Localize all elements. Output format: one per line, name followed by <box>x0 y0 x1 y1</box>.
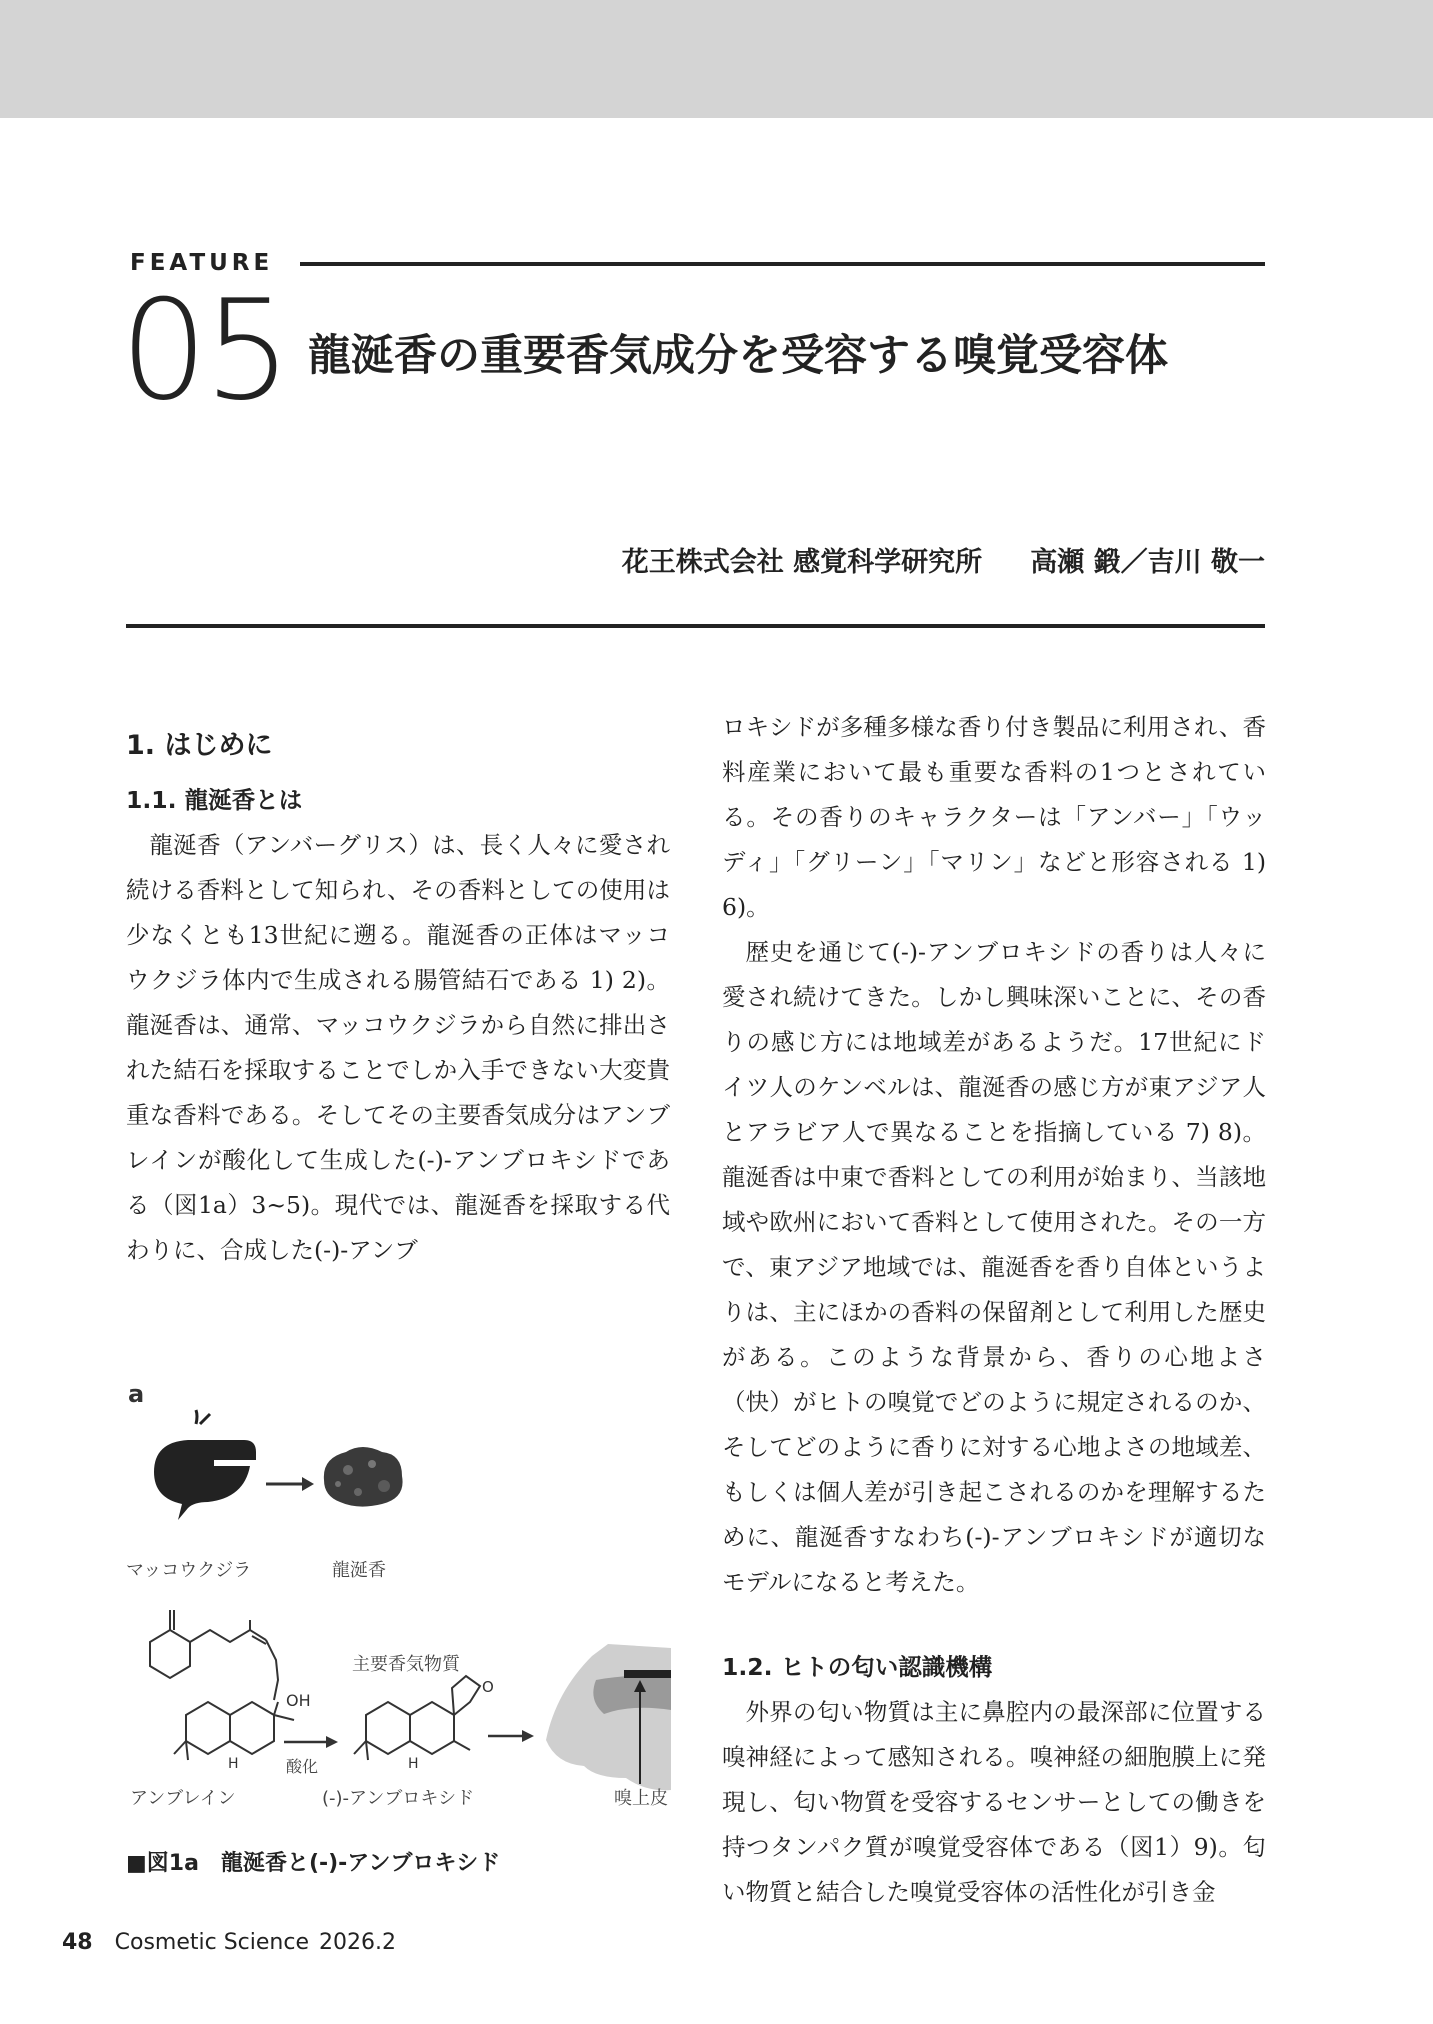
article-title: 龍涎香の重要香気成分を受容する嗅覚受容体 <box>308 331 1168 381</box>
arrow-right-icon <box>284 1736 338 1748</box>
right-column <box>722 705 1266 1915</box>
ambergris-rock-icon <box>324 1447 403 1507</box>
whale-label: マッコウクジラ <box>126 1560 252 1581</box>
arrow-right-icon <box>266 1477 314 1491</box>
journal-issue: 2026.2 <box>318 1930 396 1955</box>
hydroxyl-label: OH <box>286 1691 311 1710</box>
feature-label: FEATURE <box>130 250 274 276</box>
oxidation-label: 酸化 <box>286 1757 319 1776</box>
figure-1a <box>126 1380 671 1850</box>
page-footer <box>62 1930 396 1955</box>
figure-caption: ■図1a 龍涎香と(-)-アンブロキシド <box>126 1851 501 1876</box>
paragraph-ambroxide-use: ロキシドが多種多様な香り付き製品に利用され、香料産業において最も重要な香料の1つとされている。その香りのキャラクターは「アンバー」「ウッディ」「グリーン」「マリン」などと形容される 1) 6)。 <box>722 713 1266 921</box>
journal-name: Cosmetic Science <box>114 1930 309 1955</box>
whale-icon <box>154 1410 256 1520</box>
feature-rule <box>300 262 1265 266</box>
author-affiliation: 花王株式会社 感覚科学研究所 <box>621 547 983 578</box>
section-heading-1-1: 1.1. 龍涎香とは <box>126 786 303 814</box>
author-line <box>622 540 1265 579</box>
figure-panel-label: a <box>128 1380 145 1408</box>
olfactory-epithelium-label: 嗅上皮 <box>614 1788 668 1809</box>
left-column <box>126 724 670 1273</box>
page-number: 48 <box>62 1930 93 1955</box>
section-heading-1-2: 1.2. ヒトの匂い認識機構 <box>722 1653 993 1681</box>
section-heading-1: 1. はじめに <box>126 730 273 761</box>
paragraph-history: 歴史を通じて(-)-アンブロキシドの香りは人々に愛され続けてきた。しかし興味深いことに、その香りの感じ方には地域差があるようだ。17世紀にドイツ人のケンベルは、龍涎香の感じ方が東アジア人とアラビア人で異なることを指摘している 7) 8)。龍涎香は中東で香料としての利用が始まり、当該地域や欧州において香料として使用された。その一方で、東アジア地域では、龍涎香を香り自体というよりは、主にほかの香料の保留剤として利用した歴史がある。このような背景から、香りの心地よさ（快）がヒトの嗅覚でどのように規定されるのか、そしてどのように香りに対する心地よさの地域差、もしくは個人差が引き起こされるのかを理解するために、龍涎香すなわち(-)-アンブロキシドが適切なモデルになると考えた。 <box>722 938 1266 1596</box>
ambrein-structure-icon <box>150 1610 294 1760</box>
hydrogen-label-ambrein: H <box>228 1756 239 1772</box>
nasal-cavity-icon <box>546 1644 671 1790</box>
ambroxide-label: (-)-アンブロキシド <box>322 1788 475 1809</box>
ambroxide-structure-icon <box>354 1676 480 1760</box>
main-compound-label: 主要香気物質 <box>352 1654 460 1675</box>
arrow-right-icon <box>488 1730 534 1742</box>
oxygen-label: O <box>482 1678 494 1696</box>
feature-number: 05 <box>120 270 288 431</box>
ambergris-label: 龍涎香 <box>332 1560 386 1581</box>
top-header-band <box>0 0 1433 118</box>
author-names: 高瀬 鍛／吉川 敬一 <box>1030 547 1265 578</box>
paragraph-ambergris-intro: 龍涎香（アンバーグリス）は、長く人々に愛され続ける香料として知られ、その香料としての使用は少なくとも13世紀に遡る。龍涎香の正体はマッコウクジラ体内で生成される腸管結石である 1) 2)。龍涎香は、通常、マッコウクジラから自然に排出された結石を採取することでしか入手できない大変貴重な香料である。そしてその主要香気成分はアンブレインが酸化して生成した(-)-アンブロキシドである（図1a）3~5)。現代では、龍涎香を採取する代わりに、合成した(-)-アンブ <box>126 831 670 1264</box>
ambrein-label: アンブレイン <box>130 1788 236 1809</box>
paragraph-odor-recognition: 外界の匂い物質は主に鼻腔内の最深部に位置する嗅神経によって感知される。嗅神経の細胞膜上に発現し、匂い物質を受容するセンサーとしての働きを持つタンパク質が嗅覚受容体である（図1）9)。匂い物質と結合した嗅覚受容体の活性化が引き金 <box>722 1698 1266 1906</box>
hydrogen-label-ambroxide: H <box>408 1756 419 1772</box>
authors-rule <box>126 624 1265 628</box>
